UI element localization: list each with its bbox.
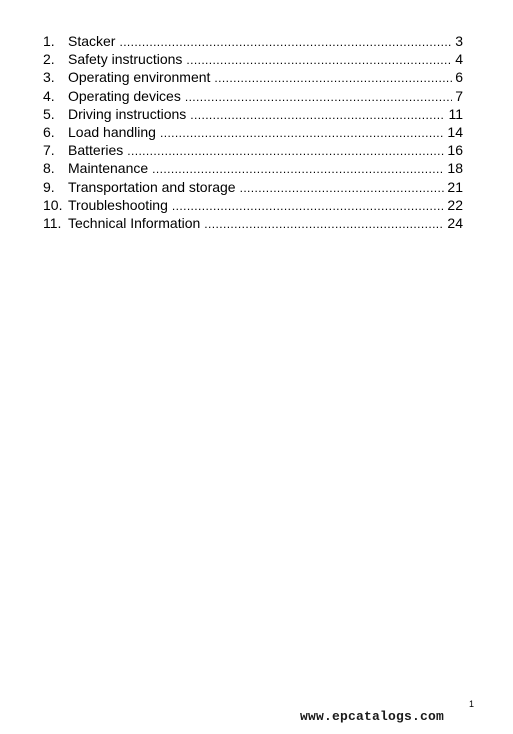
toc-entry xyxy=(43,196,463,214)
toc-entry-number: 7. xyxy=(43,142,55,159)
toc-entry xyxy=(43,123,463,141)
toc-entry-page: 24 xyxy=(447,214,463,231)
toc-dot-leader xyxy=(119,33,452,51)
toc-entry-page: 7 xyxy=(455,87,463,104)
toc-entry-title: Batteries xyxy=(68,142,124,159)
toc-entry xyxy=(43,178,463,196)
toc-entry-title: Troubleshooting xyxy=(68,196,168,213)
toc-entry-page: 3 xyxy=(455,33,463,49)
toc-entry xyxy=(43,214,463,232)
toc-entry xyxy=(43,87,463,105)
toc-dot-leader xyxy=(214,69,452,87)
toc-dot-leader xyxy=(185,88,452,106)
toc-dot-leader xyxy=(204,215,444,233)
table-of-contents xyxy=(43,32,463,232)
page-number: 1 xyxy=(469,699,475,709)
toc-dot-leader xyxy=(160,124,444,142)
toc-entry-page: 21 xyxy=(447,178,463,195)
toc-entry-page: 16 xyxy=(447,142,463,159)
toc-entry-number: 4. xyxy=(43,87,55,104)
toc-entry-title: Technical Information xyxy=(68,214,201,231)
toc-entry-title: Safety instructions xyxy=(68,51,183,68)
toc-entry-number: 9. xyxy=(43,178,55,195)
toc-entry-page: 22 xyxy=(447,196,463,213)
toc-entry-number: 6. xyxy=(43,123,55,140)
website-watermark: www.epcatalogs.com xyxy=(300,709,445,724)
toc-dot-leader xyxy=(190,106,445,124)
toc-entry-number: 10. xyxy=(43,196,63,213)
toc-entry xyxy=(43,50,463,68)
toc-dot-leader xyxy=(127,142,444,160)
toc-entry-number: 1. xyxy=(43,33,55,49)
toc-entry-page: 11 xyxy=(448,105,463,122)
toc-entry xyxy=(43,159,463,177)
toc-entry xyxy=(43,68,463,86)
toc-entry-page: 14 xyxy=(447,123,463,140)
toc-entry-page: 18 xyxy=(447,160,463,177)
toc-entry-title: Transportation and storage xyxy=(68,178,236,195)
toc-dot-leader xyxy=(172,197,445,215)
toc-entry-number: 2. xyxy=(43,51,55,68)
toc-dot-leader xyxy=(152,160,444,178)
toc-entry-title: Driving instructions xyxy=(68,105,187,122)
toc-entry-number: 3. xyxy=(43,69,55,86)
toc-entry-number: 5. xyxy=(43,105,55,122)
toc-entry-title: Stacker xyxy=(68,33,116,49)
toc-entry-page: 4 xyxy=(455,51,463,68)
toc-entry-page: 6 xyxy=(455,69,463,86)
toc-entry-title: Operating environment xyxy=(68,69,211,86)
toc-entry-title: Load handling xyxy=(68,123,156,140)
toc-dot-leader xyxy=(186,51,452,69)
toc-entry xyxy=(43,32,463,50)
toc-entry xyxy=(43,141,463,159)
toc-entry-title: Maintenance xyxy=(68,160,149,177)
toc-entry-title: Operating devices xyxy=(68,87,181,104)
toc-dot-leader xyxy=(240,179,445,197)
toc-entry-number: 11. xyxy=(43,214,62,231)
toc-entry xyxy=(43,105,463,123)
toc-entry-number: 8. xyxy=(43,160,55,177)
